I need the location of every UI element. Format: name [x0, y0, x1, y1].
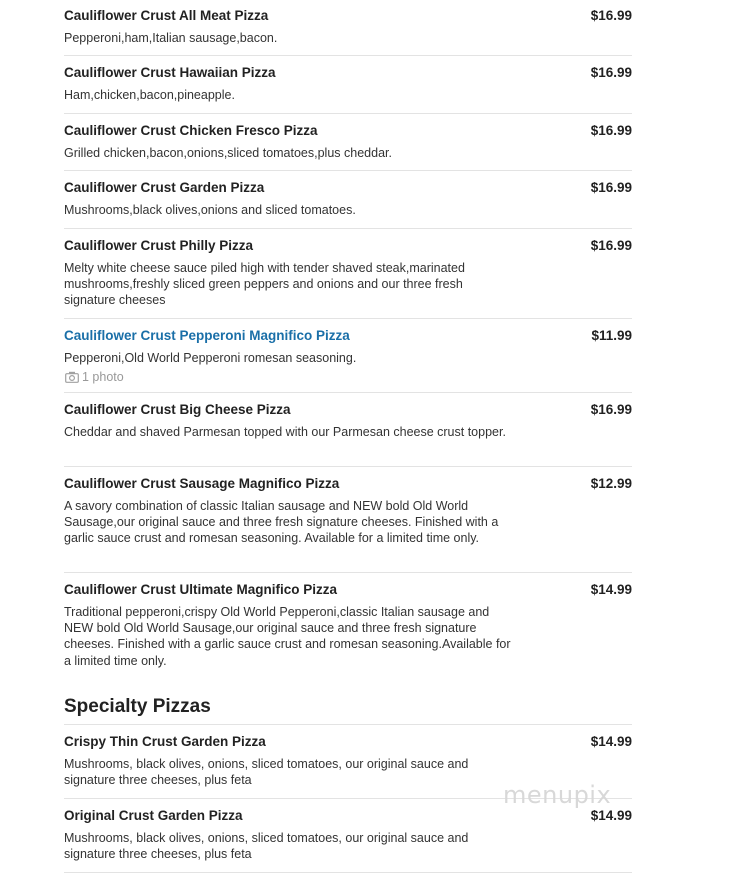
item-price: $16.99 — [590, 123, 632, 138]
item-description: Pepperoni,ham,Italian sausage,bacon. — [64, 31, 278, 45]
divider — [64, 228, 632, 229]
item-price: $16.99 — [590, 402, 632, 417]
divider — [64, 466, 632, 467]
item-name: Cauliflower Crust Chicken Fresco Pizza — [64, 123, 318, 138]
divider — [64, 170, 632, 171]
item-price: $16.99 — [590, 8, 632, 23]
section-heading: Specialty Pizzas — [64, 696, 211, 717]
divider — [64, 318, 632, 319]
divider — [64, 724, 632, 725]
item-name: Cauliflower Crust Hawaiian Pizza — [64, 65, 276, 80]
item-description: Mushrooms, black olives, onions, sliced tomatoes, our original sauce and signature three cheeses, plus feta — [64, 831, 469, 862]
item-name: Cauliflower Crust Philly Pizza — [64, 238, 254, 253]
item-description: Pepperoni,Old World Pepperoni romesan seasoning. — [64, 351, 357, 365]
item-description: A savory combination of classic Italian sausage and NEW bold Old World Sausage,our original sauce and three fresh signature cheeses. Finished with a garlic sauce crust and romesan seasoning. Available for a limited time only. — [64, 499, 499, 546]
item-price: $14.99 — [590, 734, 632, 749]
item-name: Cauliflower Crust Garden Pizza — [64, 180, 265, 195]
divider — [64, 392, 632, 393]
item-price: $11.99 — [591, 328, 632, 343]
camera-icon — [65, 371, 79, 383]
item-name-link[interactable]: Cauliflower Crust Pepperoni Magnifico Pizza — [64, 328, 350, 343]
photo-link[interactable] — [65, 370, 124, 384]
watermark: menupix — [503, 781, 612, 809]
item-price: $16.99 — [590, 180, 632, 195]
item-description: Ham,chicken,bacon,pineapple. — [64, 88, 235, 102]
item-description: Mushrooms,black olives,onions and sliced tomatoes. — [64, 203, 356, 217]
item-price: $14.99 — [590, 582, 632, 597]
item-name: Cauliflower Crust Ultimate Magnifico Pizza — [64, 582, 338, 597]
item-name: Original Crust Garden Pizza — [64, 808, 243, 823]
item-description: Melty white cheese sauce piled high with tender shaved steak,marinated mushrooms,freshly sliced green peppers and onions and our three fresh signature cheeses — [64, 261, 465, 308]
divider — [64, 872, 632, 873]
item-price: $16.99 — [590, 238, 632, 253]
divider — [64, 55, 632, 56]
divider — [64, 572, 632, 573]
item-name: Cauliflower Crust Sausage Magnifico Pizza — [64, 476, 340, 491]
photo-count: 1 photo — [82, 370, 124, 384]
item-name: Cauliflower Crust Big Cheese Pizza — [64, 402, 291, 417]
item-description: Traditional pepperoni,crispy Old World Pepperoni,classic Italian sausage and NEW bold Old World Sausage,our original sauce and three fresh signature cheeses. Finished with a garlic sauce crust and romesan seasoning.Available for a limited time only. — [64, 605, 511, 668]
item-description: Cheddar and shaved Parmesan topped with our Parmesan cheese crust topper. — [64, 425, 506, 439]
item-name: Cauliflower Crust All Meat Pizza — [64, 8, 269, 23]
divider — [64, 113, 632, 114]
item-description: Grilled chicken,bacon,onions,sliced tomatoes,plus cheddar. — [64, 146, 392, 160]
item-price: $14.99 — [590, 808, 632, 823]
item-name: Crispy Thin Crust Garden Pizza — [64, 734, 266, 749]
item-price: $12.99 — [590, 476, 632, 491]
item-description: Mushrooms, black olives, onions, sliced tomatoes, our original sauce and signature three cheeses, plus feta — [64, 757, 469, 788]
item-price: $16.99 — [590, 65, 632, 80]
